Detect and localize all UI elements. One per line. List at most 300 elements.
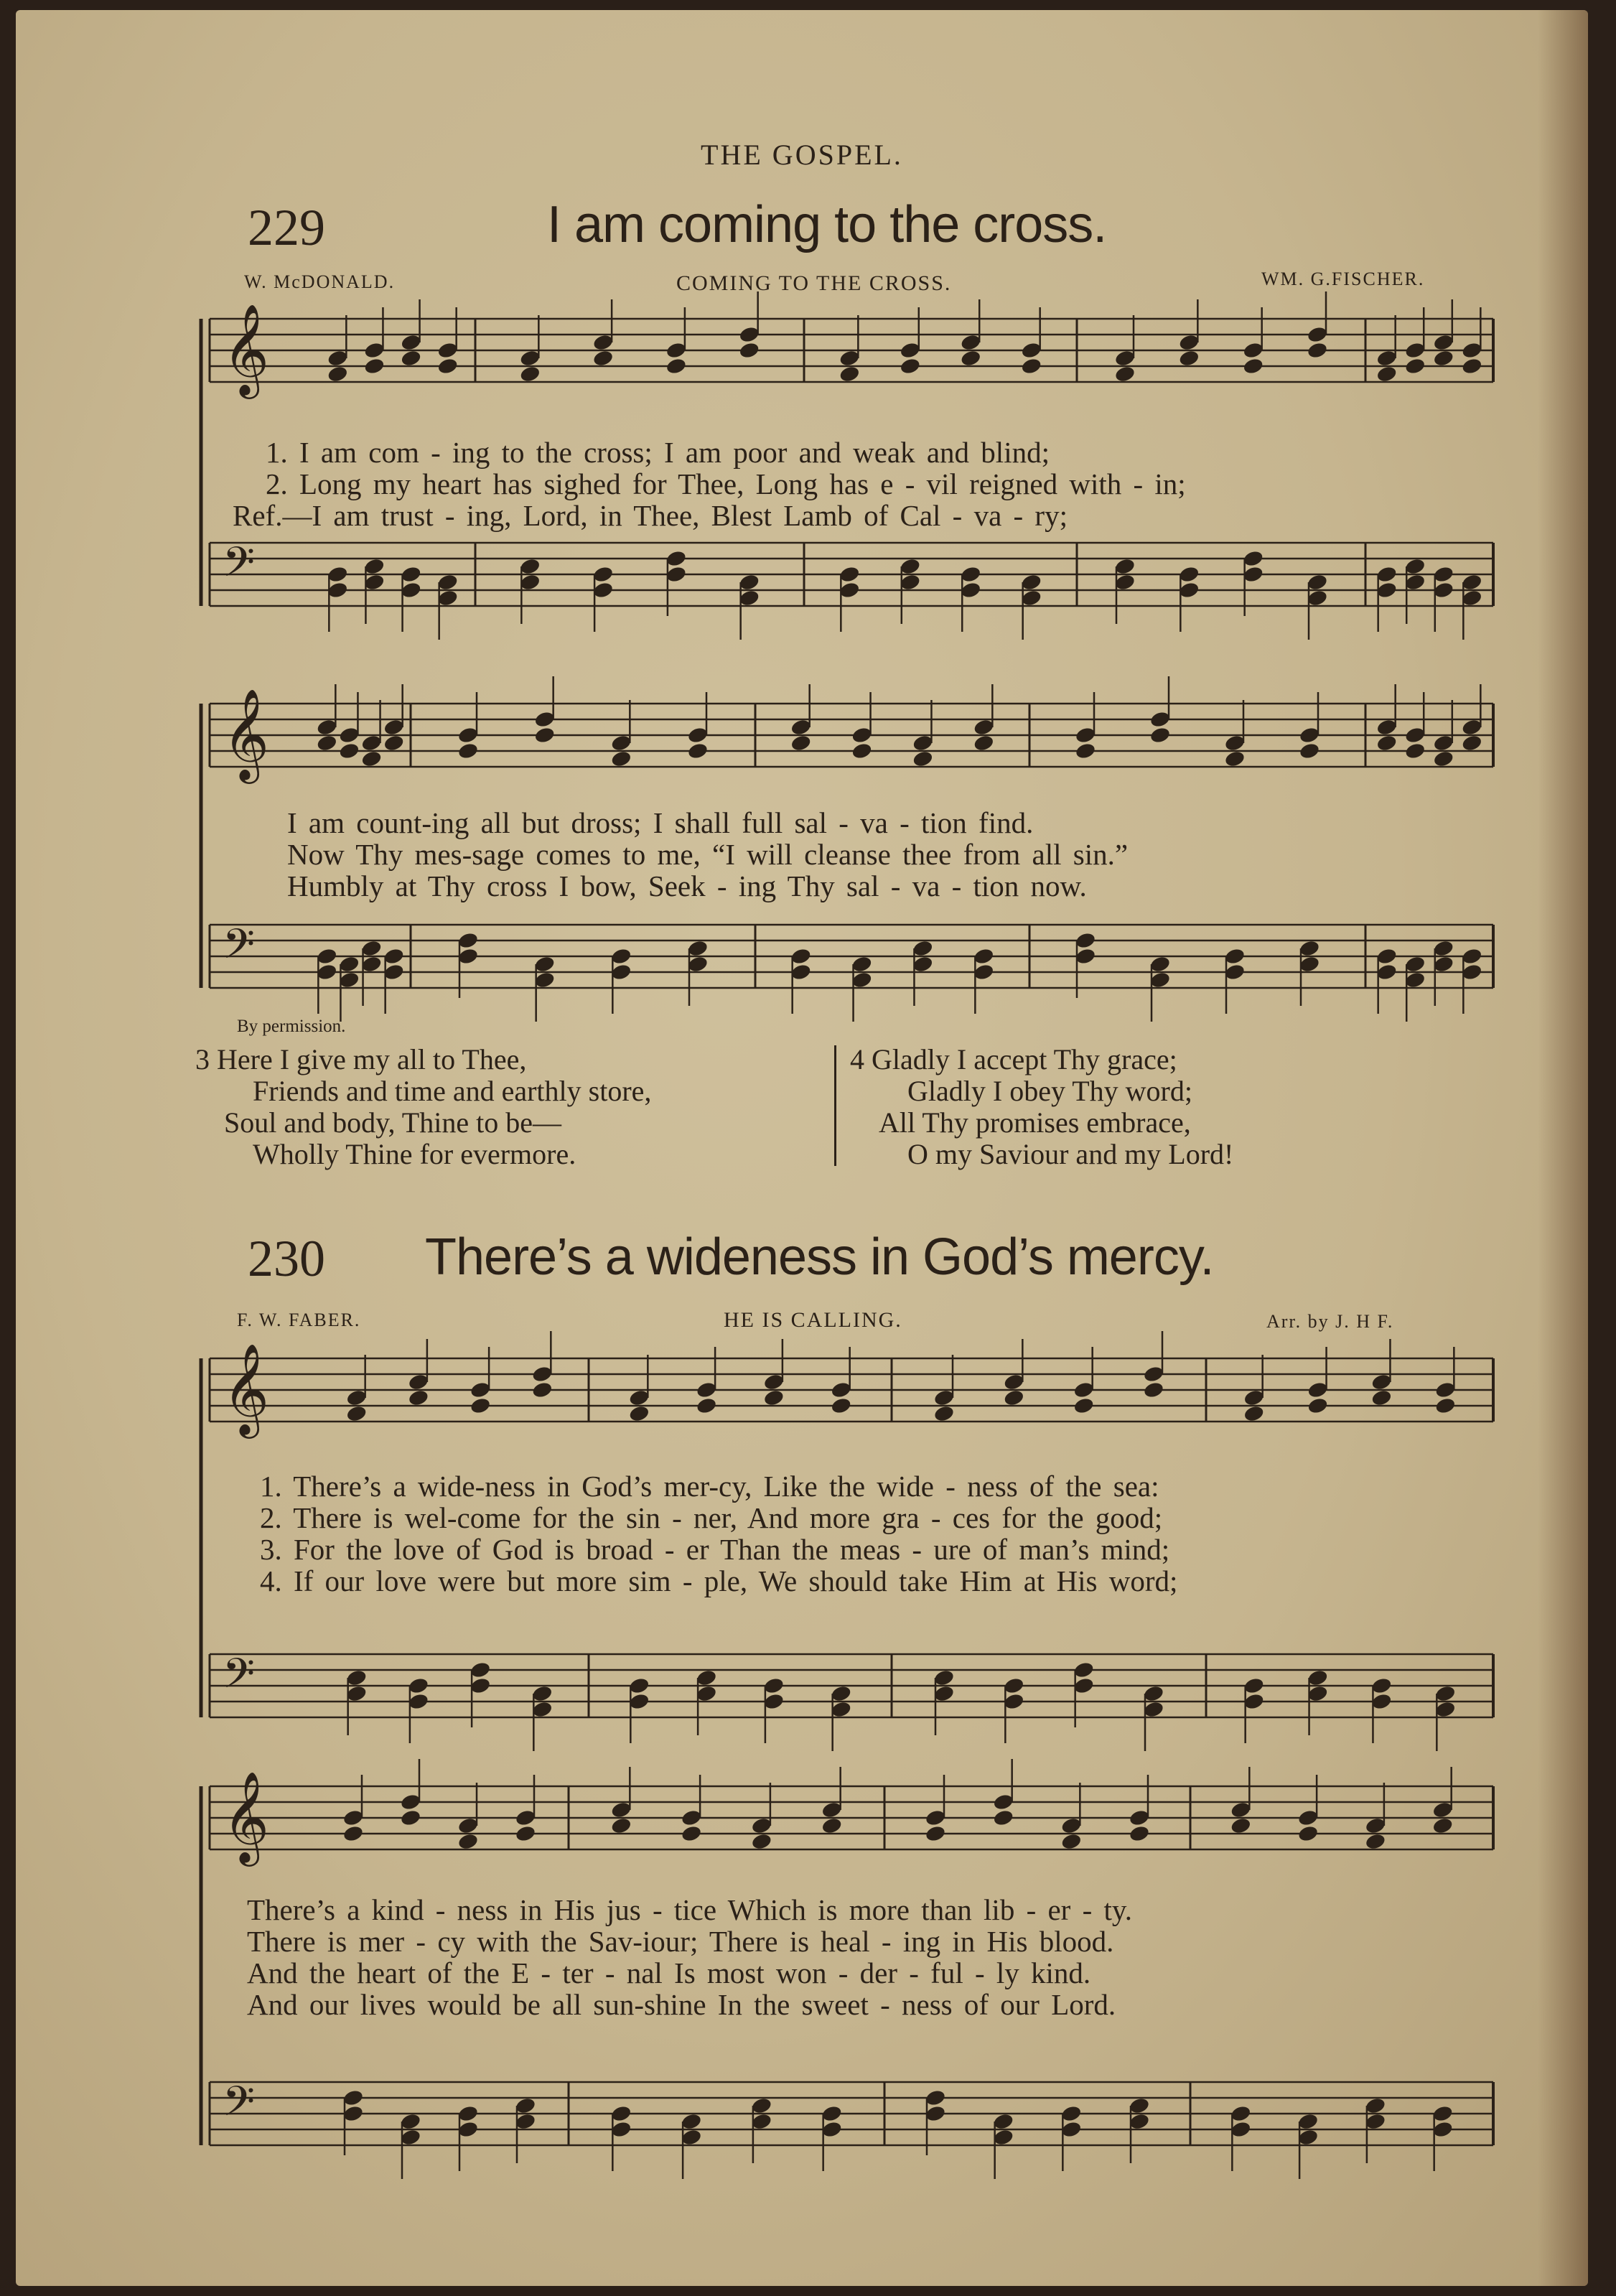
note-head bbox=[681, 2112, 703, 2131]
note-head bbox=[360, 734, 383, 752]
note-head bbox=[515, 2112, 537, 2131]
note-head bbox=[851, 742, 873, 760]
verse-line: 3 Here I give my all to Thee, bbox=[195, 1043, 527, 1075]
note-head bbox=[992, 2128, 1014, 2147]
note-head bbox=[1143, 1700, 1165, 1719]
note-head bbox=[531, 1365, 554, 1383]
note-head bbox=[610, 963, 632, 981]
note-head bbox=[1243, 1676, 1265, 1695]
note-head bbox=[363, 357, 386, 375]
note-head bbox=[933, 1389, 956, 1407]
note-head bbox=[696, 1684, 718, 1703]
note-head bbox=[1299, 939, 1321, 958]
note-head bbox=[1404, 357, 1426, 375]
note-head bbox=[342, 1809, 365, 1827]
note-head bbox=[1224, 963, 1246, 981]
lyric-line: And our lives would be all sun-shine In the sweet - ness of our Lord. bbox=[247, 1988, 1116, 2021]
note-head bbox=[763, 1373, 785, 1391]
note-head bbox=[1075, 947, 1097, 966]
note-head bbox=[925, 1824, 947, 1843]
note-head bbox=[899, 341, 921, 360]
note-head bbox=[839, 349, 861, 368]
note-head bbox=[738, 589, 760, 607]
note-head bbox=[687, 726, 709, 745]
note-head bbox=[327, 565, 349, 584]
note-head bbox=[696, 1669, 718, 1687]
note-head bbox=[457, 1832, 480, 1851]
lyric-line: There’s a kind - ness in His jus - tice Which is more than lib - er - ty. bbox=[247, 1893, 1132, 1926]
note-head bbox=[912, 750, 934, 768]
note-head bbox=[1075, 742, 1097, 760]
note-head bbox=[821, 2104, 843, 2123]
note-head bbox=[1230, 2104, 1252, 2123]
note-head bbox=[1434, 1700, 1457, 1719]
note-head bbox=[992, 1809, 1014, 1827]
note-head bbox=[610, 2120, 632, 2139]
note-head bbox=[519, 573, 541, 592]
lyric-line: Now Thy mes-sage comes to me, “I will cleanse thee from all sin.” bbox=[287, 838, 1129, 871]
note-head bbox=[515, 1809, 537, 1827]
note-head bbox=[1299, 742, 1321, 760]
note-head bbox=[1461, 734, 1483, 752]
note-head bbox=[1073, 1396, 1095, 1415]
verse-line: Friends and time and earthly store, bbox=[253, 1075, 652, 1107]
note-head bbox=[1376, 349, 1398, 368]
note-head bbox=[1129, 1824, 1151, 1843]
note-head bbox=[628, 1389, 650, 1407]
note-head bbox=[1307, 341, 1329, 360]
note-head bbox=[687, 939, 709, 958]
note-head bbox=[400, 1809, 422, 1827]
note-head bbox=[610, 1801, 632, 1819]
note-head bbox=[899, 557, 921, 576]
note-head bbox=[665, 341, 688, 360]
note-head bbox=[1242, 565, 1264, 584]
note-head bbox=[1143, 1684, 1165, 1703]
note-head bbox=[1431, 1816, 1454, 1835]
note-head bbox=[925, 2104, 947, 2123]
note-head bbox=[1461, 963, 1483, 981]
note-head bbox=[531, 1700, 554, 1719]
note-head bbox=[592, 565, 615, 584]
note-head bbox=[1003, 1389, 1025, 1407]
note-head bbox=[342, 2089, 365, 2107]
note-head bbox=[400, 2112, 422, 2131]
note-head bbox=[457, 947, 480, 966]
note-head bbox=[1432, 565, 1454, 584]
note-head bbox=[1376, 365, 1398, 383]
note-head bbox=[1114, 573, 1136, 592]
note-head bbox=[533, 710, 556, 729]
note-head bbox=[1149, 710, 1172, 729]
note-head bbox=[1149, 726, 1172, 745]
note-head bbox=[1242, 357, 1264, 375]
note-head bbox=[400, 581, 422, 599]
note-head bbox=[363, 557, 386, 576]
note-head bbox=[1461, 589, 1483, 607]
lyric-line: 3. For the love of God is broad - er Than the meas - ure of man’s mind; bbox=[260, 1533, 1170, 1566]
note-head bbox=[457, 726, 480, 745]
note-head bbox=[1376, 581, 1398, 599]
note-head bbox=[973, 718, 995, 737]
note-head bbox=[519, 365, 541, 383]
note-head bbox=[1149, 971, 1172, 989]
note-head bbox=[1434, 1396, 1457, 1415]
note-head bbox=[1434, 1381, 1457, 1399]
note-head bbox=[533, 726, 556, 745]
note-head bbox=[383, 963, 405, 981]
note-head bbox=[1370, 1692, 1393, 1711]
lyric-line: And the heart of the E - ter - nal Is most won - der - ful - ly kind. bbox=[247, 1956, 1091, 1989]
note-head bbox=[1404, 971, 1426, 989]
note-head bbox=[515, 1824, 537, 1843]
note-head bbox=[345, 1389, 368, 1407]
note-head bbox=[1404, 742, 1426, 760]
note-head bbox=[1003, 1373, 1025, 1391]
note-head bbox=[592, 581, 615, 599]
note-head bbox=[470, 1381, 492, 1399]
note-head bbox=[1307, 1396, 1329, 1415]
note-head bbox=[912, 939, 934, 958]
note-head bbox=[457, 742, 480, 760]
note-head bbox=[316, 734, 338, 752]
note-head bbox=[1376, 565, 1398, 584]
note-head bbox=[1073, 1676, 1095, 1695]
note-head bbox=[592, 333, 615, 352]
note-head bbox=[790, 947, 812, 966]
hymn-title: I am coming to the cross. bbox=[547, 196, 1107, 253]
hymn-composer: Arr. by J. H F. bbox=[1266, 1311, 1394, 1332]
note-head bbox=[610, 750, 632, 768]
note-head bbox=[1297, 1824, 1320, 1843]
note-head bbox=[408, 1692, 430, 1711]
hymn-author: W. McDONALD. bbox=[244, 271, 396, 292]
note-head bbox=[992, 2112, 1014, 2131]
note-head bbox=[1297, 1809, 1320, 1827]
note-head bbox=[790, 718, 812, 737]
note-head bbox=[1143, 1381, 1165, 1399]
permission-note: By permission. bbox=[237, 1017, 346, 1036]
note-head bbox=[790, 963, 812, 981]
note-head bbox=[519, 349, 541, 368]
note-head bbox=[992, 1793, 1014, 1811]
note-head bbox=[327, 581, 349, 599]
note-head bbox=[830, 1381, 852, 1399]
note-head bbox=[1143, 1365, 1165, 1383]
note-head bbox=[1003, 1692, 1025, 1711]
note-head bbox=[851, 971, 873, 989]
note-head bbox=[960, 349, 982, 368]
note-head bbox=[1297, 2128, 1320, 2147]
note-head bbox=[1003, 1676, 1025, 1695]
note-head bbox=[515, 2096, 537, 2115]
note-head bbox=[470, 1396, 492, 1415]
page-header: THE GOSPEL. bbox=[701, 139, 903, 171]
note-head bbox=[821, 1816, 843, 1835]
note-head bbox=[1307, 1684, 1329, 1703]
verse-line: 4 Gladly I accept Thy grace; bbox=[850, 1043, 1177, 1075]
note-head bbox=[1376, 718, 1398, 737]
note-head bbox=[1129, 2112, 1151, 2131]
note-head bbox=[851, 726, 873, 745]
note-head bbox=[1370, 1389, 1393, 1407]
note-head bbox=[751, 1816, 773, 1835]
note-head bbox=[1461, 357, 1483, 375]
note-head bbox=[830, 1700, 852, 1719]
note-head bbox=[363, 573, 386, 592]
note-head bbox=[1365, 1832, 1387, 1851]
note-head bbox=[383, 718, 405, 737]
hymn-title: There’s a wideness in God’s mercy. bbox=[425, 1228, 1214, 1286]
note-head bbox=[345, 1669, 368, 1687]
lyric-line: 4. If our love were but more sim - ple, We should take Him at His word; bbox=[260, 1564, 1178, 1597]
note-head bbox=[681, 2128, 703, 2147]
note-head bbox=[342, 2104, 365, 2123]
note-head bbox=[1461, 573, 1483, 592]
note-head bbox=[400, 349, 422, 368]
note-head bbox=[1075, 726, 1097, 745]
note-head bbox=[1307, 1669, 1329, 1687]
note-head bbox=[851, 955, 873, 974]
note-head bbox=[681, 1824, 703, 1843]
note-head bbox=[338, 971, 360, 989]
note-head bbox=[1432, 581, 1454, 599]
note-head bbox=[751, 2112, 773, 2131]
note-head bbox=[738, 325, 760, 344]
note-head bbox=[681, 1809, 703, 1827]
note-head bbox=[933, 1684, 956, 1703]
note-head bbox=[610, 947, 632, 966]
note-head bbox=[408, 1389, 430, 1407]
note-head bbox=[316, 947, 338, 966]
note-head bbox=[1432, 955, 1454, 974]
note-head bbox=[790, 734, 812, 752]
note-head bbox=[628, 1692, 650, 1711]
note-head bbox=[912, 955, 934, 974]
note-head bbox=[1365, 1816, 1387, 1835]
note-head bbox=[400, 333, 422, 352]
note-head bbox=[470, 1676, 492, 1695]
note-head bbox=[696, 1381, 718, 1399]
note-head bbox=[360, 955, 383, 974]
note-head bbox=[821, 1801, 843, 1819]
note-head bbox=[408, 1676, 430, 1695]
note-head bbox=[830, 1396, 852, 1415]
note-head bbox=[436, 357, 459, 375]
note-head bbox=[1307, 589, 1329, 607]
note-head bbox=[1307, 1381, 1329, 1399]
note-head bbox=[345, 1684, 368, 1703]
bass-clef-icon: 𝄢 bbox=[223, 920, 256, 979]
note-head bbox=[1060, 1832, 1083, 1851]
hymn-number: 230 bbox=[248, 1230, 325, 1287]
note-head bbox=[628, 1404, 650, 1423]
note-head bbox=[1178, 581, 1200, 599]
note-head bbox=[912, 734, 934, 752]
note-head bbox=[436, 589, 459, 607]
note-head bbox=[1075, 931, 1097, 950]
note-head bbox=[763, 1389, 785, 1407]
hymn-composer: WM. G.FISCHER. bbox=[1261, 269, 1425, 289]
note-head bbox=[1224, 750, 1246, 768]
note-head bbox=[1431, 2120, 1454, 2139]
note-head bbox=[533, 971, 556, 989]
lyric-line: I am count-ing all but dross; I shall full sal - va - tion find. bbox=[287, 806, 1034, 839]
note-head bbox=[899, 573, 921, 592]
note-head bbox=[1230, 1801, 1252, 1819]
bass-clef-icon: 𝄢 bbox=[223, 1649, 256, 1708]
note-head bbox=[533, 955, 556, 974]
lyric-line: 1. There’s a wide-ness in God’s mer-cy, Like the wide - ness of the sea: bbox=[260, 1470, 1159, 1503]
note-head bbox=[1461, 718, 1483, 737]
note-head bbox=[1307, 325, 1329, 344]
note-head bbox=[665, 549, 688, 568]
lyric-line: Humbly at Thy cross I bow, Seek - ing Thy sal - va - tion now. bbox=[287, 869, 1087, 902]
hymn-author: F. W. FABER. bbox=[237, 1310, 361, 1330]
verse-3 bbox=[195, 1044, 651, 1170]
hymnal-page bbox=[16, 10, 1588, 2286]
note-head bbox=[531, 1684, 554, 1703]
note-head bbox=[519, 557, 541, 576]
note-head bbox=[839, 565, 861, 584]
note-head bbox=[665, 357, 688, 375]
note-head bbox=[383, 947, 405, 966]
note-head bbox=[1114, 349, 1136, 368]
note-head bbox=[1178, 333, 1200, 352]
treble-clef-icon: 𝄞 bbox=[223, 303, 270, 395]
note-head bbox=[610, 1816, 632, 1835]
note-head bbox=[1129, 2096, 1151, 2115]
note-head bbox=[1178, 565, 1200, 584]
note-head bbox=[1404, 955, 1426, 974]
treble-clef-icon: 𝄞 bbox=[223, 1343, 270, 1434]
note-head bbox=[1114, 557, 1136, 576]
note-head bbox=[1224, 734, 1246, 752]
note-head bbox=[1431, 2104, 1454, 2123]
note-head bbox=[1431, 1801, 1454, 1819]
note-head bbox=[839, 581, 861, 599]
note-head bbox=[316, 963, 338, 981]
note-head bbox=[1299, 955, 1321, 974]
note-head bbox=[327, 365, 349, 383]
note-head bbox=[1404, 557, 1426, 576]
note-head bbox=[1432, 750, 1454, 768]
note-head bbox=[1404, 726, 1426, 745]
note-head bbox=[1149, 955, 1172, 974]
note-head bbox=[400, 565, 422, 584]
note-head bbox=[345, 1404, 368, 1423]
note-head bbox=[1020, 357, 1042, 375]
note-head bbox=[342, 1824, 365, 1843]
note-head bbox=[592, 349, 615, 368]
note-head bbox=[470, 1661, 492, 1679]
note-head bbox=[1307, 573, 1329, 592]
note-head bbox=[610, 734, 632, 752]
treble-clef-icon: 𝄞 bbox=[223, 1770, 270, 1862]
note-head bbox=[1020, 573, 1042, 592]
note-head bbox=[751, 1832, 773, 1851]
note-head bbox=[436, 341, 459, 360]
note-head bbox=[1404, 573, 1426, 592]
bass-clef-icon: 𝄢 bbox=[223, 538, 256, 597]
note-head bbox=[899, 357, 921, 375]
note-head bbox=[1060, 2120, 1083, 2139]
note-head bbox=[1230, 1816, 1252, 1835]
note-head bbox=[1242, 341, 1264, 360]
note-head bbox=[1461, 341, 1483, 360]
note-head bbox=[363, 341, 386, 360]
note-head bbox=[408, 1373, 430, 1391]
note-head bbox=[1365, 2096, 1387, 2115]
verse-line: All Thy promises embrace, bbox=[879, 1106, 1191, 1139]
note-head bbox=[1376, 734, 1398, 752]
note-head bbox=[436, 573, 459, 592]
note-head bbox=[1365, 2112, 1387, 2131]
verse-line: Wholly Thine for evermore. bbox=[253, 1138, 576, 1170]
note-head bbox=[360, 939, 383, 958]
note-head bbox=[1073, 1381, 1095, 1399]
note-head bbox=[457, 1816, 480, 1835]
note-head bbox=[1376, 947, 1398, 966]
note-head bbox=[1432, 349, 1454, 368]
note-head bbox=[628, 1676, 650, 1695]
note-head bbox=[1020, 589, 1042, 607]
note-head bbox=[400, 1793, 422, 1811]
note-head bbox=[400, 2128, 422, 2147]
hymn-number: 229 bbox=[248, 199, 325, 256]
note-head bbox=[531, 1381, 554, 1399]
note-head bbox=[1297, 2112, 1320, 2131]
lyric-line: Ref.—I am trust - ing, Lord, in Thee, Blest Lamb of Cal - va - ry; bbox=[233, 499, 1068, 532]
note-head bbox=[839, 365, 861, 383]
note-head bbox=[327, 349, 349, 368]
verse-line: Gladly I obey Thy word; bbox=[907, 1075, 1192, 1107]
note-head bbox=[933, 1404, 956, 1423]
note-head bbox=[973, 947, 995, 966]
note-head bbox=[457, 2104, 480, 2123]
note-head bbox=[1242, 549, 1264, 568]
hymn-tune: COMING TO THE CROSS. bbox=[676, 271, 952, 295]
lyric-line: 1. I am com - ing to the cross; I am poor and weak and blind; bbox=[266, 436, 1050, 469]
note-head bbox=[1224, 947, 1246, 966]
note-head bbox=[933, 1669, 956, 1687]
note-head bbox=[1114, 365, 1136, 383]
note-head bbox=[1230, 2120, 1252, 2139]
note-head bbox=[1434, 1684, 1457, 1703]
lyric-line: There is mer - cy with the Sav-iour; There is heal - ing in His blood. bbox=[247, 1925, 1114, 1958]
verse-4 bbox=[850, 1044, 1233, 1170]
note-head bbox=[383, 734, 405, 752]
note-head bbox=[610, 2104, 632, 2123]
note-head bbox=[457, 2120, 480, 2139]
note-head bbox=[1060, 2104, 1083, 2123]
note-head bbox=[1432, 734, 1454, 752]
note-head bbox=[821, 2120, 843, 2139]
note-head bbox=[830, 1684, 852, 1703]
note-head bbox=[687, 955, 709, 974]
note-head bbox=[665, 565, 688, 584]
note-head bbox=[960, 333, 982, 352]
note-head bbox=[1376, 963, 1398, 981]
note-head bbox=[687, 742, 709, 760]
note-head bbox=[1243, 1389, 1265, 1407]
note-head bbox=[973, 963, 995, 981]
note-head bbox=[338, 726, 360, 745]
note-head bbox=[1243, 1692, 1265, 1711]
lyric-line: 2. There is wel-come for the sin - ner, And more gra - ces for the good; bbox=[260, 1501, 1163, 1534]
note-head bbox=[925, 2089, 947, 2107]
note-head bbox=[1178, 349, 1200, 368]
